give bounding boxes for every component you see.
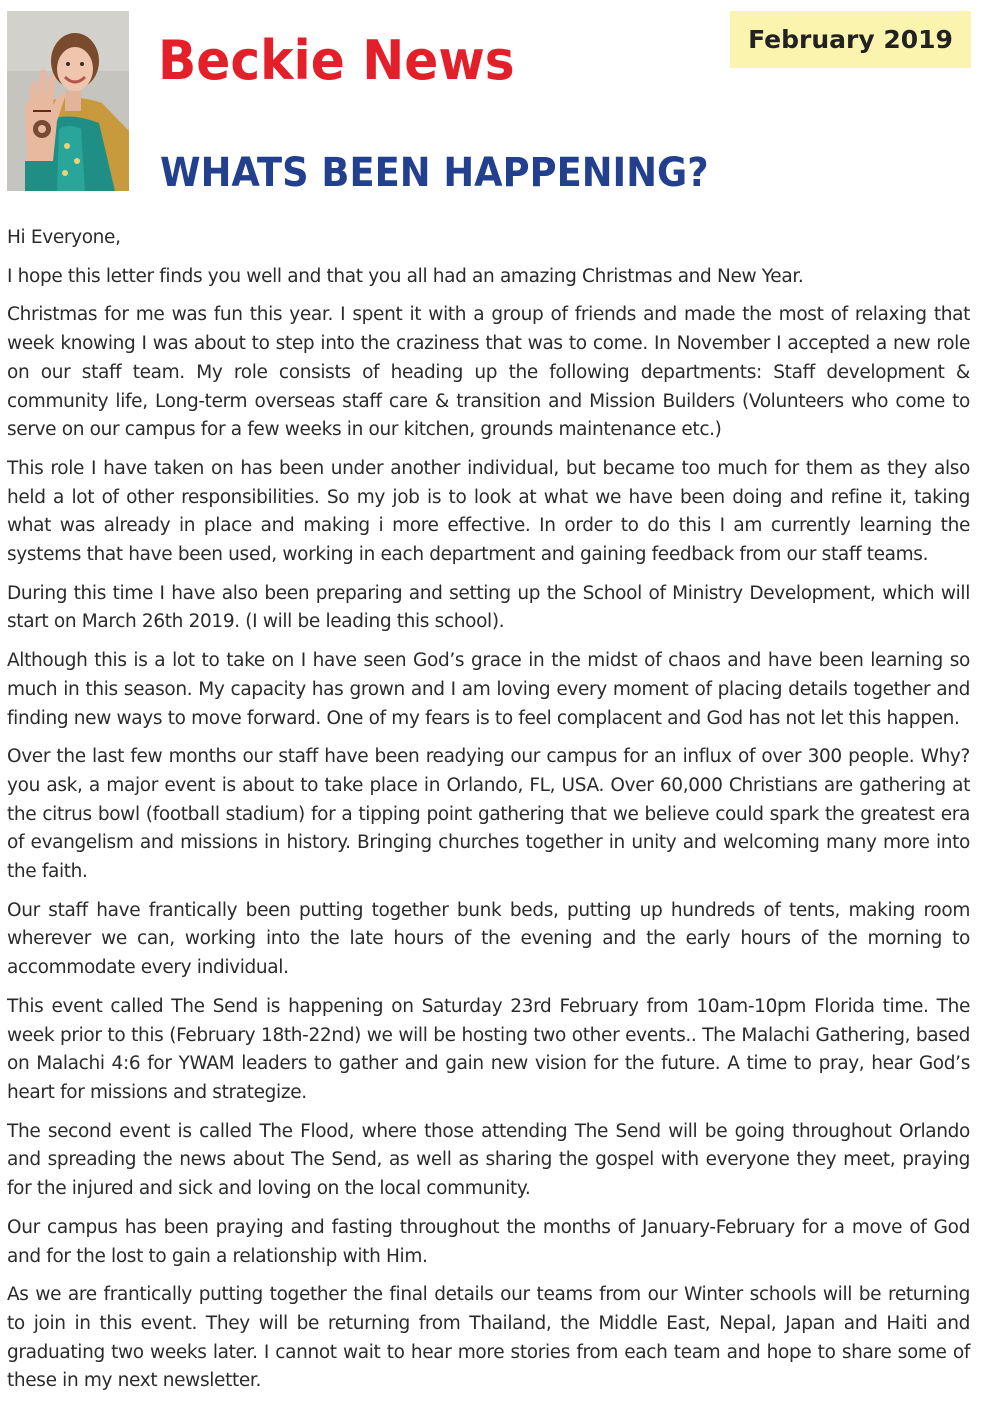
letter-paragraph-1: I hope this letter finds you well and that you all had an amazing Christmas and New Year. [7,265,804,287]
author-photo-illustration [7,11,129,191]
letter-paragraph-2: Christmas for me was fun this year. I spent it with a group of friends and made the most of relaxing that week knowing I was about to step into the craziness that was to come. In November I accepted a new role on our staff team. My role consists of heading up the following departments: Staff development & community life, Long-term overseas staff care & transition and Mission Builders (Volunteers who come to serve on our campus for a few weeks in our kitchen, grounds maintenance etc.) [7,304,970,441]
author-photo [7,11,129,191]
letter-paragraph-10: Our campus has been praying and fasting throughout the months of January-February for a move of God and for the lost to gain a relationship with Him. [7,1216,970,1267]
letter-paragraph-8: This event called The Send is happening on Saturday 23rd February from 10am-10pm Florida time. The week prior to this (February 18th-22nd) we will be hosting two other events.. The Malachi Gathering, based on Malachi 4:6 for YWAM leaders to gather and gain new vision for the future. A time to pray, hear God’s heart for missions and strategize. [7,995,970,1103]
newsletter-masthead: Beckie News [158,29,515,92]
letter-paragraph-5: Although this is a lot to take on I have seen God’s grace in the midst of chaos and have been learning so much in this season. My capacity has grown and I am loving every moment of placing details together and finding new ways to move forward. One of my fears is to feel complacent and God has not let this happen. [7,650,970,729]
letter-paragraph-4: During this time I have also been preparing and setting up the School of Ministry Development, which will start on March 26th 2019. (I will be leading this school). [7,582,970,633]
letter-paragraph-3: This role I have taken on has been under another individual, but became too much for them as they also held a lot of other responsibilities. So my job is to look at what we have been doing and refine it, taking what was already in place and making i more effective. In order to do this I am currently learning the systems that have been used, working in each department and gaining feedback from our staff teams. [7,457,970,566]
letter-paragraph-9: The second event is called The Flood, where those attending The Send will be going throughout Orlando and spreading the news about The Send, as well as sharing the gospel with everyone they meet, praying for the injured and sick and loving on the local community. [7,1120,970,1200]
letter-paragraph-7: Our staff have frantically been putting together bunk beds, putting up hundreds of tents, making room wherever we can, working into the late hours of the evening and the early hours of the morning to accommodate every individual. [7,899,970,979]
page-headline: WHATS BEEN HAPPENING? [160,150,709,196]
letter-greeting: Hi Everyone, [7,227,121,248]
letter-paragraph-11: As we are frantically putting together the final details our teams from our Winter schools will be returning to join in this event. They will be returning from Thailand, the Middle East, Nepal, Japan and Haiti and graduating two weeks later. I cannot wait to hear more stories from each team and hope to share some of these in my next newsletter. [7,1284,970,1392]
letter-body [7,224,970,1406]
letter-paragraph-6: Over the last few months our staff have been readying our campus for an influx of over 300 people. Why? you ask, a major event is about to take place in Orlando, FL, USA. Over 60,000 Christians are gathering at the citrus bowl (football stadium) for a tipping point gathering that we believe could spark the greatest era of evangelism and missions in history. Bringing churches together in unity and welcoming many more into the faith. [7,746,970,883]
issue-date-badge: February 2019 [730,11,971,68]
